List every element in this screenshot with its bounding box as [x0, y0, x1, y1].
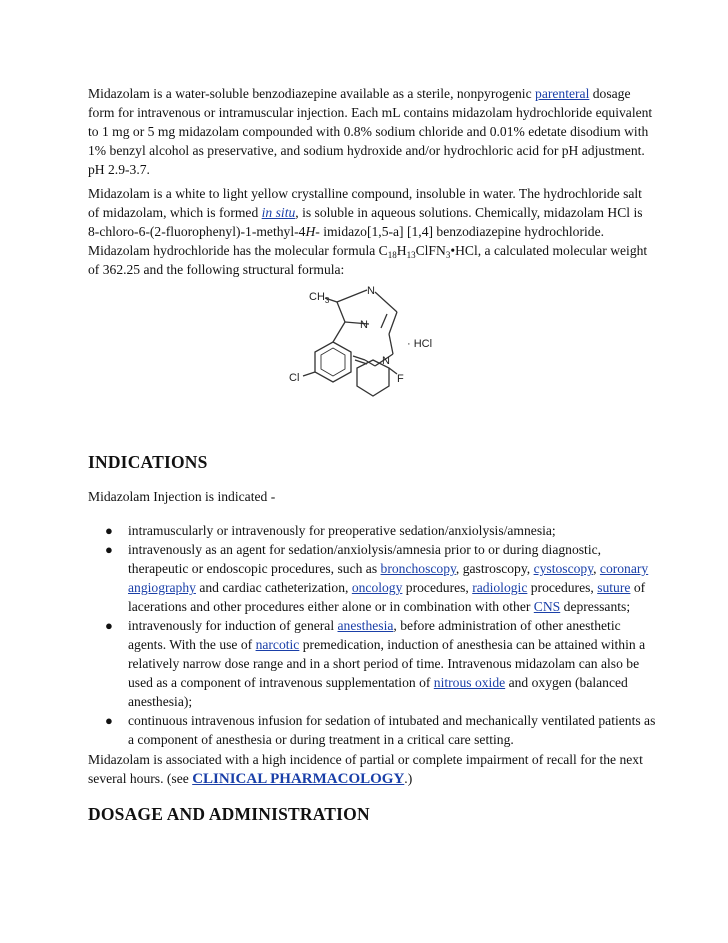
formula-sub-3: 3 [445, 250, 451, 260]
link-bronchoscopy[interactable]: bronchoscopy [380, 561, 456, 576]
label-n-mid: N [360, 319, 368, 331]
label-cl: Cl [289, 372, 300, 384]
label-n-low: N [382, 355, 390, 367]
formula-hcl: •HCl [450, 243, 478, 258]
description-paragraph [88, 184, 654, 279]
intro-paragraph [88, 84, 654, 179]
intro-text-1: Midazolam is a water-soluble benzodiazepine available as a sterile, nonpyrogenic [88, 86, 536, 101]
bullet-3-text-d: and oxygen (balanced anesthesia); [128, 675, 628, 709]
bullet-3-text-a: intravenously for induction of general [128, 618, 338, 633]
desc-text-2: , is soluble in aqueous solutions. Chemically, midazolam HCl is 8-chloro-6-(2-fluorophenyl)-1-methyl-4 [88, 205, 643, 239]
list-item [88, 711, 658, 749]
dosage-heading: DOSAGE AND ADMINISTRATION [88, 804, 370, 824]
formula-c: C [378, 243, 388, 258]
link-coronary-angiography[interactable]: coronary angiography [128, 561, 649, 595]
bullet-2-text-d: and cardiac catheterization, [195, 580, 352, 595]
link-oncology[interactable]: oncology [351, 580, 403, 595]
link-cns[interactable]: CNS [533, 599, 561, 614]
intro-text-2: dosage form for intravenous or intramuscular injection. Each mL contains midazolam hydrochloride equivalent to 1 mg or 5 mg midazolam compounded with 0.8% sodium chloride and 0.01% edetate disodium with 1% benzyl alcohol as preservative, and sodium hydroxide and/or hydrochloric acid for pH adjustment. pH 2.9-3.7. [88, 86, 653, 177]
desc-text-4: , a calculated molecular weight of 362.25 and the following structural formula: [88, 243, 648, 277]
formula-clfn: ClFN [415, 243, 446, 258]
list-item [88, 521, 658, 540]
bullet-2-text-c: , [593, 561, 600, 576]
recall-paragraph [88, 750, 654, 789]
desc-text-3: - imidazo[1,5-a] [1,4] benzodiazepine hydrochloride. Midazolam hydrochloride has the molecular formula [88, 224, 605, 258]
label-f: F [397, 373, 404, 385]
link-nitrous-oxide[interactable]: nitrous oxide [433, 675, 506, 690]
bullet-icon: ● [105, 542, 113, 557]
formula-sub-18: 18 [387, 250, 397, 260]
label-ch3: $CH_3$ [309, 291, 330, 305]
link-clinical-pharmacology[interactable]: CLINICAL PHARMACOLOGY [192, 771, 405, 787]
bullet-2-text-g: of lacerations and other procedures either alone or in combination with other [128, 580, 646, 614]
indications-intro: Midazolam Injection is indicated - [88, 489, 276, 504]
label-n-top: N [367, 285, 375, 297]
link-radiologic[interactable]: radiologic [472, 580, 528, 595]
formula-sub-13: 13 [406, 250, 416, 260]
link-suture[interactable]: suture [597, 580, 631, 595]
bullet-2-text-h: depressants; [560, 599, 631, 614]
bullet-icon: ● [105, 713, 113, 728]
bullet-2-text-b: , gastroscopy, [455, 561, 534, 576]
bullet-2-text-f: procedures, [527, 580, 598, 595]
link-narcotic[interactable]: narcotic [255, 637, 300, 652]
bullet-2-text-a: intravenously as an agent for sedation/anxiolysis/amnesia prior to or during diagnostic, therapeutic or endoscopic procedures, such as [128, 542, 602, 576]
link-parenteral[interactable]: parenteral [535, 86, 590, 101]
formula-h: H [396, 243, 407, 258]
bullet-icon: ● [105, 618, 113, 633]
recall-text-a: Midazolam is associated with a high incidence of partial or complete impairment of recall for the next several hours. (see [88, 752, 643, 786]
bullet-2-text-e: procedures, [402, 580, 473, 595]
bullet-icon: ● [105, 523, 113, 538]
desc-text-1: Midazolam is a white to light yellow crystalline compound, insoluble in water. The hydrochloride salt of midazolam, which is formed [88, 186, 642, 220]
recall-text-b: .) [404, 771, 413, 786]
structural-formula-image [285, 284, 455, 400]
indications-list [88, 521, 658, 749]
desc-italic-h: H [305, 224, 316, 239]
list-item [88, 540, 658, 616]
bullet-3-text-c: premedication, induction of anesthesia can be attained within a relatively narrow dose range and in a short period of time. Intravenous midazolam can also be used as a component of intravenous supplementation of [128, 637, 646, 690]
bullet-3-text-b: , before administration of other anesthetic agents. With the use of [128, 618, 621, 652]
bullet-text-1: intramuscularly or intravenously for preoperative sedation/anxiolysis/amnesia; [128, 523, 556, 538]
link-cystoscopy[interactable]: cystoscopy [533, 561, 594, 576]
label-hcl: · HCl [407, 338, 433, 350]
indications-heading: INDICATIONS [88, 452, 208, 472]
molecular-formula [379, 243, 478, 258]
link-in-situ[interactable]: in situ [261, 205, 296, 220]
list-item [88, 616, 658, 711]
bullet-text-4: continuous intravenous infusion for sedation of intubated and mechanically ventilated patients as a component of anesthesia or during treatment in a critical care setting. [128, 713, 656, 747]
link-anesthesia[interactable]: anesthesia [337, 618, 394, 633]
